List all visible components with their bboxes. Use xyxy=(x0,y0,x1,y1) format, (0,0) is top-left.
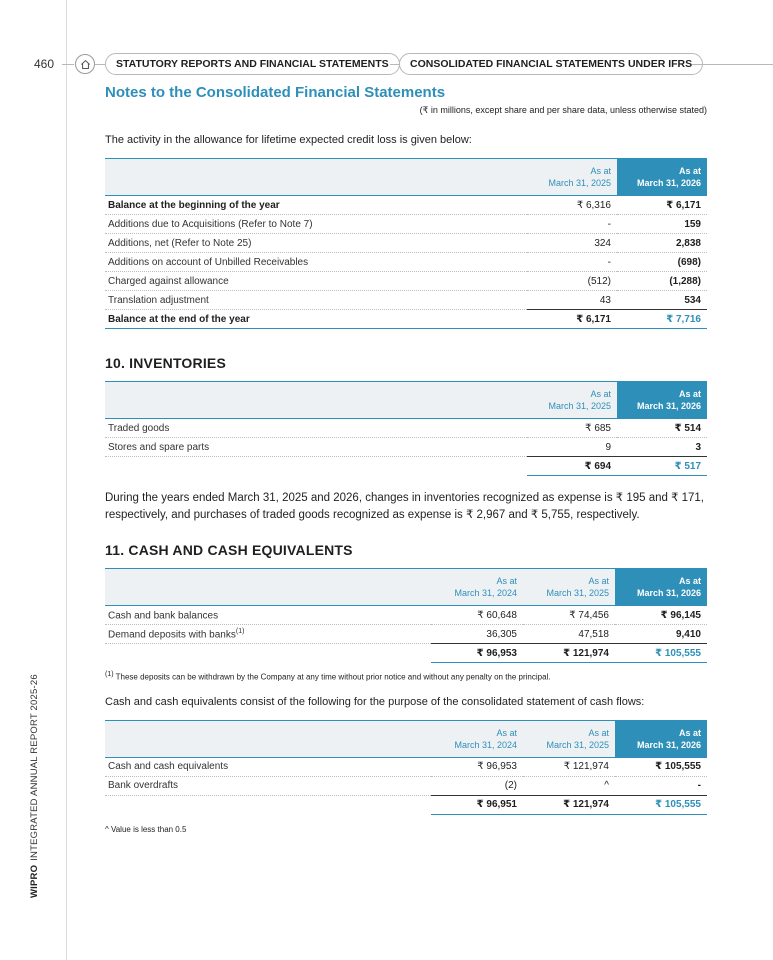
table-header-row xyxy=(105,569,707,606)
header-text: As at March 31, 2026 xyxy=(636,166,701,188)
table-header-row xyxy=(105,720,707,757)
cell-value: 43 xyxy=(527,291,617,310)
row-label: Charged against allowance xyxy=(105,272,527,291)
column-header xyxy=(527,159,617,196)
column-header xyxy=(523,720,615,757)
total-row xyxy=(105,310,707,329)
column-header xyxy=(615,569,707,606)
section-title-inventories: 10. INVENTORIES xyxy=(105,355,227,371)
table-header-row xyxy=(105,382,707,419)
section-tab-ifrs[interactable]: CONSOLIDATED FINANCIAL STATEMENTS UNDER IFRS xyxy=(399,53,703,75)
table-row xyxy=(105,196,707,215)
table-header-row xyxy=(105,159,707,196)
table-row xyxy=(105,253,707,272)
row-label-empty xyxy=(105,457,527,476)
footnote-marker: (1) xyxy=(105,671,114,678)
cell-value: 324 xyxy=(527,234,617,253)
cell-value: ₹ 105,555 xyxy=(615,795,707,814)
table-row xyxy=(105,419,707,438)
total-row xyxy=(105,795,707,814)
unit-note: (₹ in millions, except share and per share data, unless otherwise stated) xyxy=(419,105,707,115)
header-blank xyxy=(105,382,527,419)
row-label-empty xyxy=(105,644,431,663)
row-label: Balance at the beginning of the year xyxy=(105,196,527,215)
section-title-cash: 11. CASH AND CASH EQUIVALENTS xyxy=(105,542,353,558)
header-blank xyxy=(105,569,431,606)
header-text: As at March 31, 2024 xyxy=(454,576,517,598)
column-header xyxy=(615,720,707,757)
cashflow-intro: Cash and cash equivalents consist of the following for the purpose of the consolidated statement of cash flows: xyxy=(105,695,645,708)
header-text: As at March 31, 2024 xyxy=(454,727,517,750)
header-blank xyxy=(105,720,431,757)
table-row xyxy=(105,776,707,795)
cell-value: ^ xyxy=(523,776,615,795)
row-label-empty xyxy=(105,795,431,814)
inventories-paragraph: During the years ended March 31, 2025 and 2026, changes in inventories recognized as expense is ₹ 195 and ₹ 171, respectively, and purchases of traded goods recognized as expense is ₹ 2,967 and ₹ 5,755, respectively. xyxy=(105,492,704,521)
table-row xyxy=(105,291,707,310)
header-rule xyxy=(95,64,105,65)
column-header xyxy=(523,569,615,606)
sidebar-report-label xyxy=(29,674,40,898)
row-label: Stores and spare parts xyxy=(105,438,527,457)
footnote-text: These deposits can be withdrawn by the Company at any time without prior notice and without any penalty on the principal. xyxy=(113,672,551,682)
header-text: As at March 31, 2025 xyxy=(546,727,609,750)
cell-value: - xyxy=(615,776,707,795)
cell-value: ₹ 105,555 xyxy=(615,644,707,663)
brand-name: WIPRO xyxy=(29,864,40,898)
cell-value: ₹ 96,951 xyxy=(431,795,523,814)
column-header xyxy=(431,720,523,757)
cell-value: (698) xyxy=(617,253,707,272)
row-label: Traded goods xyxy=(105,419,527,438)
cell-value: 159 xyxy=(617,215,707,234)
header-text: As at March 31, 2026 xyxy=(636,389,701,411)
column-header xyxy=(617,159,707,196)
cell-value: ₹ 105,555 xyxy=(615,757,707,776)
row-label: Additions, net (Refer to Note 25) xyxy=(105,234,527,253)
header-text: As at March 31, 2025 xyxy=(546,576,609,598)
cell-value: ₹ 517 xyxy=(617,457,707,476)
allowance-table xyxy=(105,158,707,329)
header-text: As at March 31, 2026 xyxy=(636,576,701,598)
row-label: Translation adjustment xyxy=(105,291,527,310)
cell-value: ₹ 121,974 xyxy=(523,795,615,814)
row-label: Cash and cash equivalents xyxy=(105,757,431,776)
table-row xyxy=(105,234,707,253)
cell-value: 36,305 xyxy=(431,625,523,644)
row-label: Additions on account of Unbilled Receivables xyxy=(105,253,527,272)
inventories-table xyxy=(105,381,707,476)
home-icon xyxy=(80,59,91,70)
cashflow-footnote: ^ Value is less than 0.5 xyxy=(105,824,187,834)
allowance-intro: The activity in the allowance for lifetime expected credit loss is given below: xyxy=(105,134,472,146)
column-header xyxy=(527,382,617,419)
footnote-marker: (1) xyxy=(235,627,245,635)
table-row xyxy=(105,625,707,644)
cell-value: ₹ 60,648 xyxy=(431,606,523,625)
header-text: As at March 31, 2025 xyxy=(548,389,611,411)
cell-value: ₹ 685 xyxy=(527,419,617,438)
cell-value: 9,410 xyxy=(615,625,707,644)
cell-value: ₹ 6,316 xyxy=(527,196,617,215)
cell-value: 2,838 xyxy=(617,234,707,253)
cell-value: ₹ 514 xyxy=(617,419,707,438)
column-header xyxy=(431,569,523,606)
cell-value: - xyxy=(527,253,617,272)
cell-value: ₹ 74,456 xyxy=(523,606,615,625)
row-label: Bank overdrafts xyxy=(105,776,431,795)
table-row xyxy=(105,606,707,625)
cell-value: ₹ 96,145 xyxy=(615,606,707,625)
column-header xyxy=(617,382,707,419)
header-text: As at March 31, 2026 xyxy=(636,727,701,750)
cell-value: (2) xyxy=(431,776,523,795)
cell-value: ₹ 96,953 xyxy=(431,757,523,776)
main-content xyxy=(105,84,707,834)
cell-value: (512) xyxy=(527,272,617,291)
cashflow-table xyxy=(105,720,707,815)
cell-value: 3 xyxy=(617,438,707,457)
table-row xyxy=(105,272,707,291)
left-margin-rule xyxy=(66,0,67,960)
cell-value: ₹ 7,716 xyxy=(617,310,707,329)
cell-value: - xyxy=(527,215,617,234)
row-label: Balance at the end of the year xyxy=(105,310,527,329)
row-label xyxy=(105,606,431,625)
report-title: INTEGRATED ANNUAL REPORT 2025-26 xyxy=(29,674,40,861)
cell-value: ₹ 96,953 xyxy=(431,644,523,663)
cell-value: ₹ 121,974 xyxy=(523,757,615,776)
cash-table xyxy=(105,568,707,663)
total-row xyxy=(105,644,707,663)
cell-value: 47,518 xyxy=(523,625,615,644)
total-row xyxy=(105,457,707,476)
header-text: As at March 31, 2025 xyxy=(548,166,611,188)
cell-value: 534 xyxy=(617,291,707,310)
section-tab-statutory[interactable]: STATUTORY REPORTS AND FINANCIAL STATEMENTS xyxy=(105,53,400,75)
row-label-text: Demand deposits with banks xyxy=(108,629,236,641)
cell-value: ₹ 121,974 xyxy=(523,644,615,663)
page-number: 460 xyxy=(34,57,55,71)
header-blank xyxy=(105,159,527,196)
cell-value: (1,288) xyxy=(617,272,707,291)
header-rule xyxy=(692,64,773,65)
row-label-text: Cash and bank balances xyxy=(108,610,219,622)
cell-value: ₹ 6,171 xyxy=(527,310,617,329)
cell-value: 9 xyxy=(527,438,617,457)
row-label xyxy=(105,625,431,644)
cell-value: ₹ 694 xyxy=(527,457,617,476)
row-label: Additions due to Acquisitions (Refer to Note 7) xyxy=(105,215,527,234)
table-row xyxy=(105,215,707,234)
home-button[interactable] xyxy=(75,54,95,74)
cash-footnote xyxy=(105,671,707,682)
header-rule xyxy=(62,64,74,65)
page-title: Notes to the Consolidated Financial Statements xyxy=(105,84,446,101)
cell-value: ₹ 6,171 xyxy=(617,196,707,215)
table-row xyxy=(105,438,707,457)
table-row xyxy=(105,757,707,776)
